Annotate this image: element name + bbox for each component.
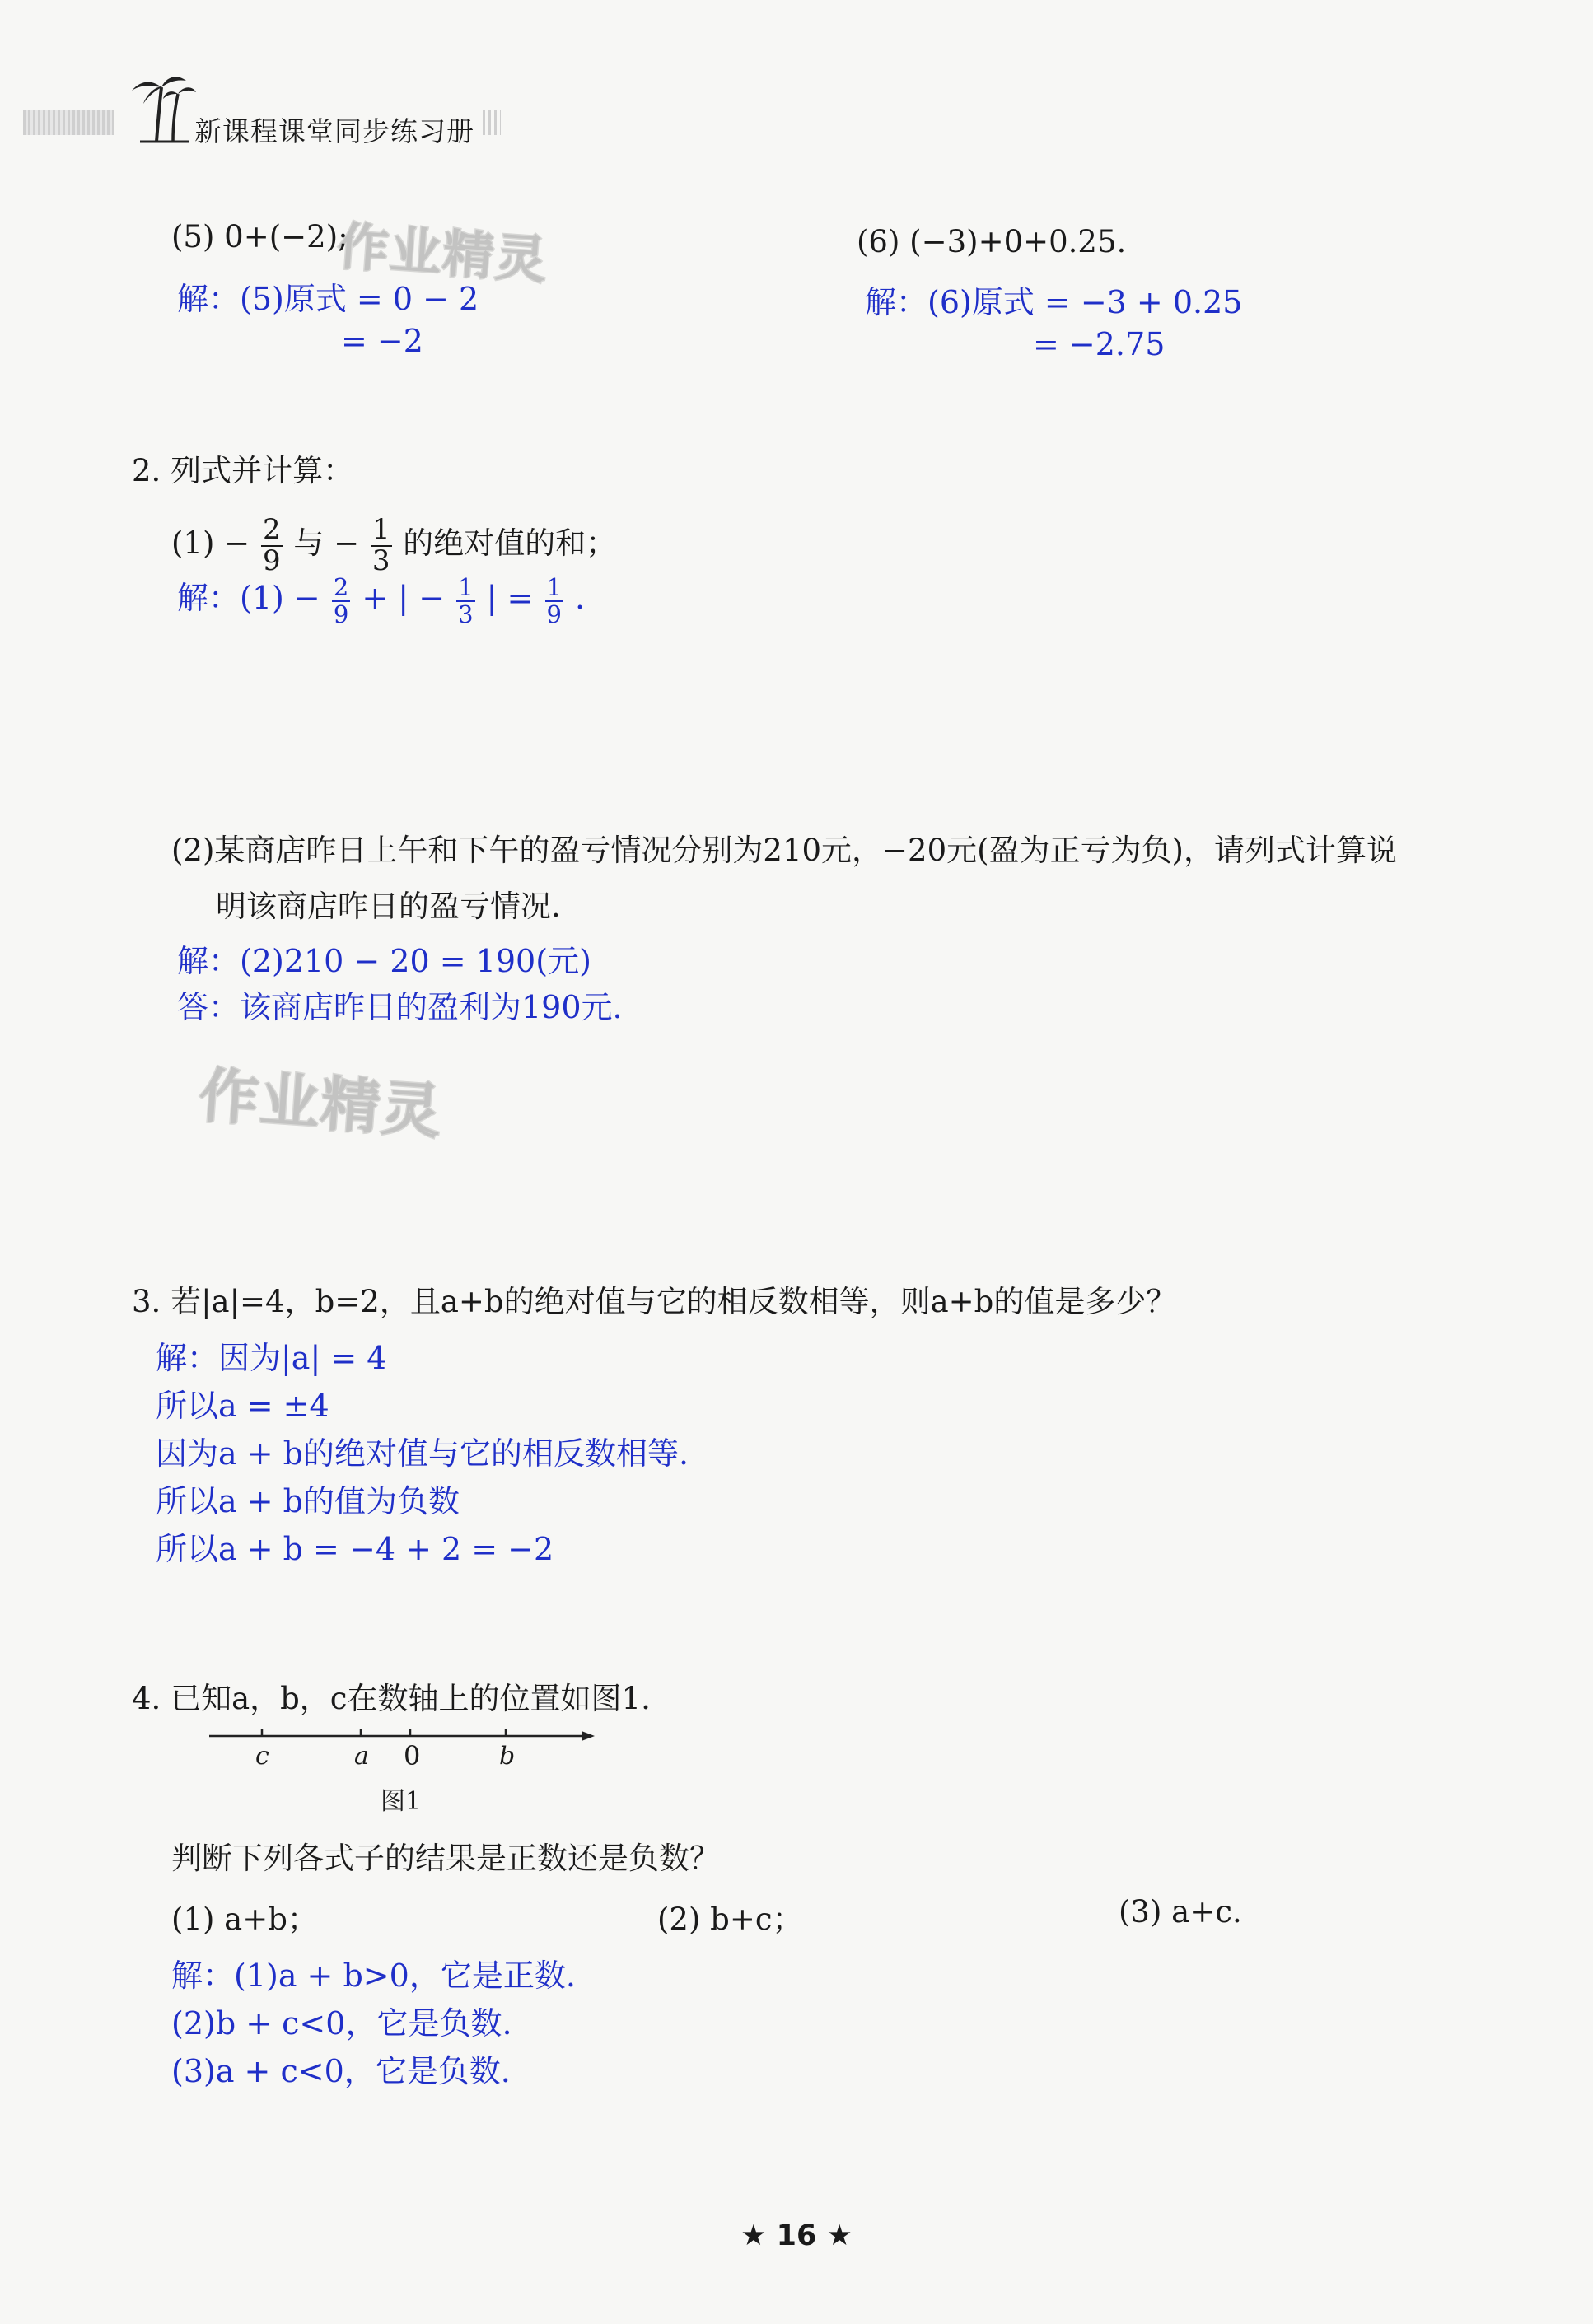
answer-fraction-one-ninth: $\frac{1}{9}$ [546,573,562,628]
palm-tree-icon [124,69,198,143]
q1-part6-text: (6) (−3)+0+0.25. [857,224,1127,259]
page-number: ★ 16 ★ [740,2219,853,2252]
header-stripe [23,110,114,135]
q1-part6-answer-line2: = −2.75 [1033,326,1166,362]
axis-label-zero: 0 [404,1740,421,1771]
header-stripe-right [483,110,501,135]
q4-answer-line3: (3)a + c<0，它是负数. [171,2053,511,2089]
q3-answer-line2: 所以a = ±4 [156,1388,329,1424]
q2-part1-answer-end: . [575,580,586,616]
q3-answer-line4: 所以a + b的值为负数 [156,1483,460,1519]
q2-part1-prefix: (1) − [171,525,250,561]
q2-part1-answer [177,568,585,628]
q4-part1: (1) a+b； [171,1902,318,1937]
axis-label-a: a [354,1742,369,1771]
q3-answer-line5: 所以a + b = −4 + 2 = −2 [156,1531,554,1567]
number-line-arrow [582,1731,595,1741]
fraction-one-third: $\frac{1}{3}$ [371,512,390,577]
q1-part5-answer-line1: 解：(5)原式 = 0 − 2 [177,281,479,317]
q2-part1-answer-mid2: | = [486,580,534,616]
q3-answer-line3: 因为a + b的绝对值与它的相反数相等. [156,1435,689,1472]
q4-part3: (3) a+c. [1119,1894,1242,1930]
axis-label-b: b [499,1742,516,1771]
axis-label-c: c [255,1742,269,1771]
q1-part5-text: (5) 0+(−2); [171,219,348,254]
q2-part1-answer-mid: + | − [362,580,446,616]
watermark: 作业精灵 [335,216,550,291]
fraction-two-ninths: $\frac{2}{9}$ [262,512,281,577]
q4-part2: (2) b+c； [657,1902,803,1937]
q2-part2-line2: 明该商店昨日的盈亏情况. [216,889,561,924]
answer-fraction-one-third: $\frac{1}{3}$ [458,573,474,628]
q4-answer-line2: (2)b + c<0，它是负数. [171,2005,512,2042]
q3-answer-line1: 解：因为|a| = 4 [156,1340,387,1376]
q2-part2-answer-line1: 解：(2)210 − 20 = 190(元) [177,943,591,979]
q2-title: 2. 列式并计算： [132,453,354,488]
q2-part1-suffix: 的绝对值的和； [403,525,617,561]
q1-part5-answer-line2: = −2 [341,323,423,359]
q1-part6-answer-line1: 解：(6)原式 = −3 + 0.25 [865,284,1243,320]
q4-answer-line1: 解：(1)a + b>0，它是正数. [171,1958,576,1994]
figure-caption: 图1 [381,1787,422,1816]
q3-text: 3. 若|a|=4，b=2，且a+b的绝对值与它的相反数相等，则a+b的值是多少？ [132,1284,1177,1319]
q4-prompt: 判断下列各式子的结果是正数还是负数？ [171,1841,720,1876]
watermark: 作业精灵 [197,1060,446,1147]
q2-part1-mid: 与 − [293,525,360,561]
q2-part2-line1: (2)某商店昨日上午和下午的盈亏情况分别为210元，−20元(盈为正亏为负)，请列式计算说 [171,833,1397,868]
q2-part1-answer-prefix: 解：(1) − [177,580,320,616]
header-title: 新课程课堂同步练习册 [194,115,474,147]
q4-text: 4. 已知a，b，c在数轴上的位置如图1. [132,1681,651,1716]
q2-part2-answer-line2: 答：该商店昨日的盈利为190元. [177,989,623,1025]
answer-fraction-two-ninths: $\frac{2}{9}$ [333,573,349,628]
